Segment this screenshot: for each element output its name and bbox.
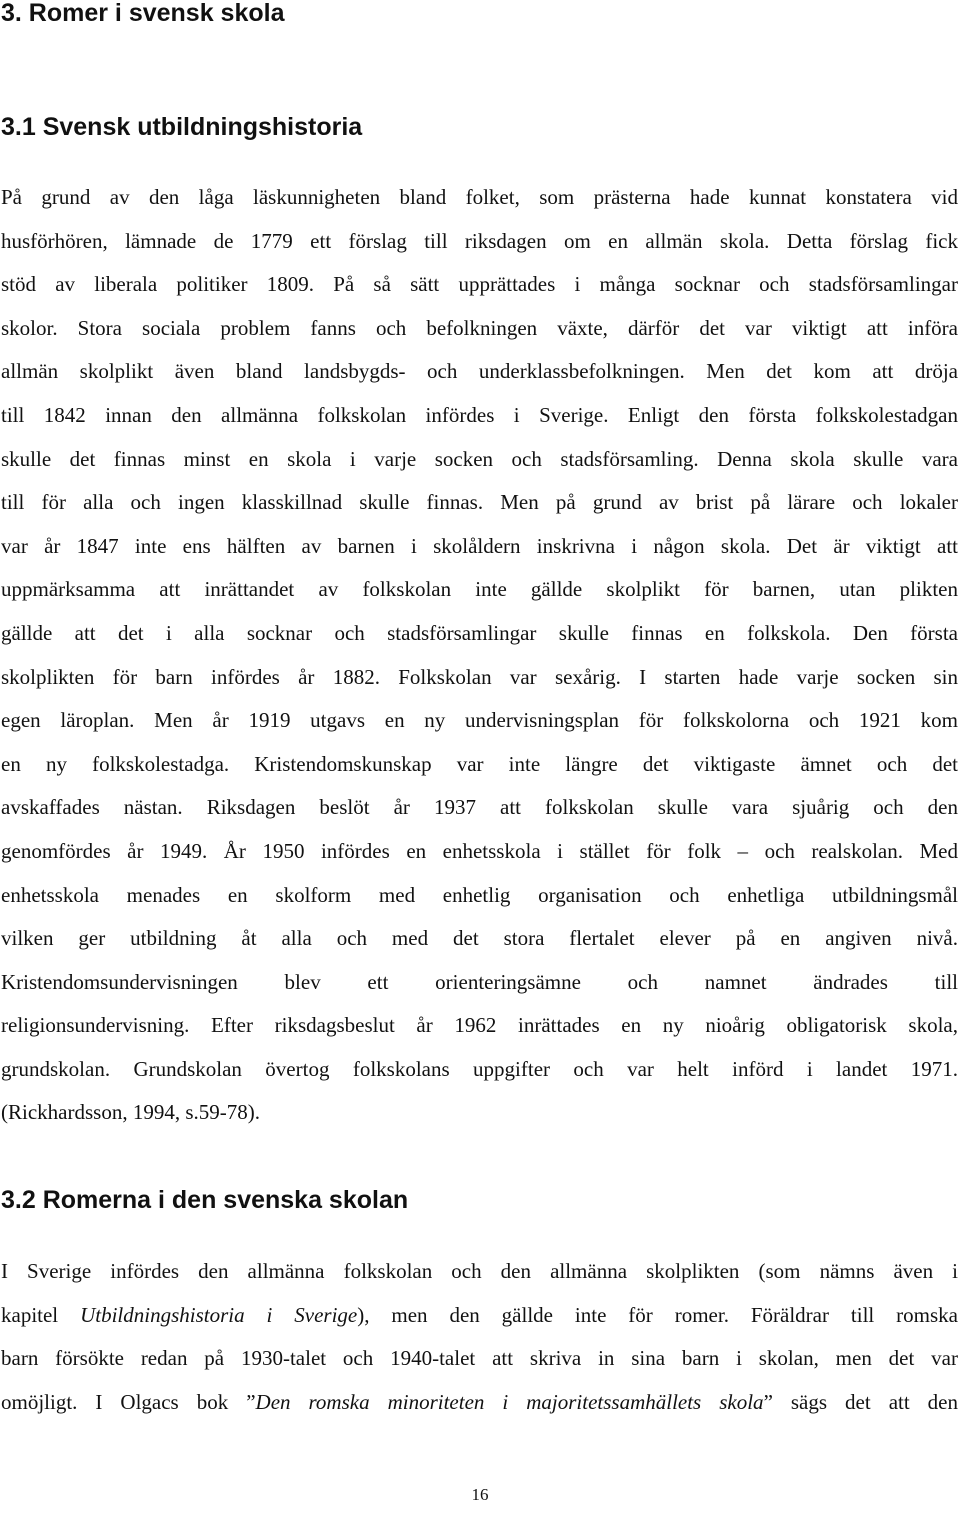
paragraph-line [1, 1294, 958, 1338]
paragraph-line: skolor. Stora sociala problem fanns och befolkningen växte, därför det var viktigt att införa [1, 315, 958, 340]
italic-book-reference: Utbildningshistoria i Sverige [80, 1302, 358, 1327]
paragraph-line: allmän skolplikt även bland landsbygds- och underklassbefolkningen. Men det kom att dröja [1, 359, 958, 384]
paragraph-line: till 1842 innan den allmänna folkskolan infördes i Sverige. Enligt den första folkskolestadgan [1, 402, 958, 427]
paragraph-line: var år 1847 inte ens hälften av barnen i skolåldern inskrivna i någon skola. Det är viktigt att [1, 533, 958, 558]
italic-book-title: Den romska minoriteten i majoritetssamhällets skola [255, 1389, 764, 1414]
paragraph-line: husförhören, lämnade de 1779 ett förslag till riksdagen om en allmän skola. Detta förslag fick [1, 228, 958, 253]
line-text: omöjligt. I Olgacs bok ” [1, 1389, 256, 1414]
paragraph-line: stöd av liberala politiker 1809. På så sätt upprättades i många socknar och stadsförsamlingar [1, 272, 958, 297]
paragraph-line: gällde att det i alla socknar och stadsförsamlingar skulle finnas en folkskola. Den första [1, 620, 958, 645]
paragraph-line: enhetsskola menades en skolform med enhetlig organisation och enhetliga utbildningsmål [1, 882, 958, 907]
line-text: kapitel [1, 1302, 81, 1327]
paragraph-line: barn försökte redan på 1930-talet och 1940-talet att skriva in sina barn i skolan, men det var [1, 1346, 958, 1371]
section-heading-romerna: 3.2 Romerna i den svenska skolan [1, 1186, 409, 1214]
paragraph-line: uppmärksamma att inrättandet av folkskolan inte gällde skolplikt för barnen, utan plikten [1, 577, 958, 602]
paragraph-line: till för alla och ingen klasskillnad skulle finnas. Men på grund av brist på lärare och lokaler [1, 490, 958, 515]
paragraph-line-citation: (Rickhardsson, 1994, s.59-78). [1, 1100, 260, 1125]
chapter-heading: 3. Romer i svensk skola [1, 0, 285, 27]
page-number: 16 [471, 1485, 489, 1504]
paragraph-line: egen läroplan. Men år 1919 utgavs en ny undervisningsplan för folkskolorna och 1921 kom [1, 708, 958, 733]
paragraph-line: avskaffades nästan. Riksdagen beslöt år 1937 att folkskolan skulle vara sjuårig och den [1, 795, 958, 820]
paragraph-line: genomfördes år 1949. År 1950 infördes en enhetsskola i stället för folk – och realskolan. Med [1, 838, 958, 863]
paragraph-line: grundskolan. Grundskolan övertog folkskolans uppgifter och var helt införd i landet 1971. [1, 1056, 958, 1081]
line-text: ” sägs det att den [763, 1389, 959, 1414]
paragraph-line: skulle det finnas minst en skola i varje socken och stadsförsamling. Denna skola skulle vara [1, 446, 958, 471]
paragraph-romerna [1, 1250, 958, 1424]
paragraph-line: religionsundervisning. Efter riksdagsbeslut år 1962 inrättades en ny nioårig obligatorisk skola, [1, 1013, 958, 1038]
line-text: ), men den gällde inte för romer. Föräldrar till romska [357, 1302, 958, 1327]
paragraph-line: Kristendomsundervisningen blev ett orienteringsämne och namnet ändrades till [1, 969, 958, 994]
paragraph-line [1, 1381, 958, 1425]
paragraph-line: På grund av den låga läskunnigheten bland folket, som prästerna hade kunnat konstatera vid [1, 185, 958, 209]
section-heading-utbildningshistoria: 3.1 Svensk utbildningshistoria [1, 113, 363, 141]
paragraph-utbildningshistoria [1, 176, 958, 1135]
paragraph-line: skolplikten för barn infördes år 1882. Folkskolan var sexårig. I starten hade varje socken sin [1, 664, 958, 689]
paragraph-line: en ny folkskolestadga. Kristendomskunskap var inte längre det viktigaste ämnet och det [1, 751, 958, 776]
paragraph-line: I Sverige infördes den allmänna folkskolan och den allmänna skolplikten (som nämns även i [1, 1259, 958, 1283]
paragraph-line: vilken ger utbildning åt alla och med det stora flertalet elever på en angiven nivå. [1, 926, 958, 951]
